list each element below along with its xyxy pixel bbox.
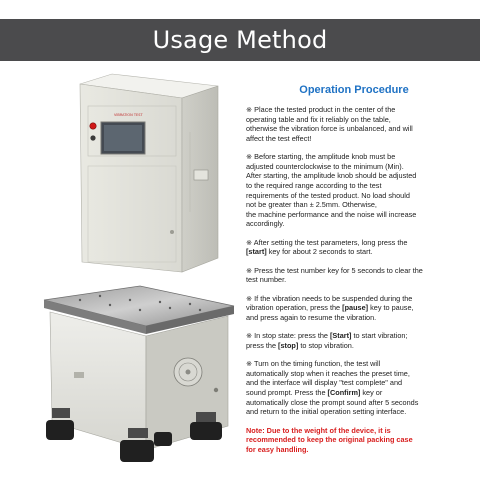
page-title: Usage Method [152, 26, 328, 54]
header-banner [0, 19, 480, 61]
procedure-title: Operation Procedure [299, 84, 409, 96]
confirm-key-label: [Confirm] [327, 388, 361, 398]
stop-key-label: [stop] [278, 340, 299, 350]
step-item: ※ Before starting, the amplitude knob must be adjusted counterclockwise to the minimum (Min). After starting, the amplitude knob should be adjusted to the required range according to the test requirements of the tested product. No load should not be greater than ± 2.5mm. Otherwise, the machine performance and the noise will increase accordingly. [246, 152, 417, 229]
vibration-table [44, 286, 234, 462]
handling-note: Note: Due to the weight of the device, it is recommended to keep the original packing case for easy handling. [246, 425, 413, 454]
power-key-icon [90, 135, 95, 140]
svg-text:VIBRATION TEST: VIBRATION TEST [114, 113, 143, 117]
start-key-label: [Start] [330, 331, 352, 341]
step-item: ※ In stop state: press the [Start] to start vibration; press the [stop] to stop vibration. [246, 331, 408, 350]
pause-key-label: [pause] [342, 303, 369, 313]
step-item: ※ If the vibration needs to be suspended during the vibration operation, press the [pause] key to pause, and press again to resume the vibration. [246, 293, 414, 322]
operation-procedure [246, 84, 470, 454]
control-cabinet [80, 74, 218, 272]
product-illustration [40, 72, 240, 472]
step-item: ※ Place the tested product in the center of the operating table and fix it reliably on the table, otherwise the vibration force is unbalanced, and will affect the test effect! [246, 105, 413, 143]
step-item: ※ After setting the test parameters, long press the [start] key for about 2 seconds to start. [246, 237, 408, 257]
start-key-label: [start] [246, 247, 267, 257]
step-item: ※ Turn on the timing function, the test will automatically stop when it reaches the preset time, and the interface will display "test complete" and sound prompt. Press the [Confirm] key or automatically close the prompt sound after 5 seconds and return to the initial operation setting interface. [246, 359, 419, 417]
step-item: ※ Press the test number key for 5 seconds to clear the test number. [246, 265, 423, 285]
emergency-stop-icon [90, 123, 96, 129]
